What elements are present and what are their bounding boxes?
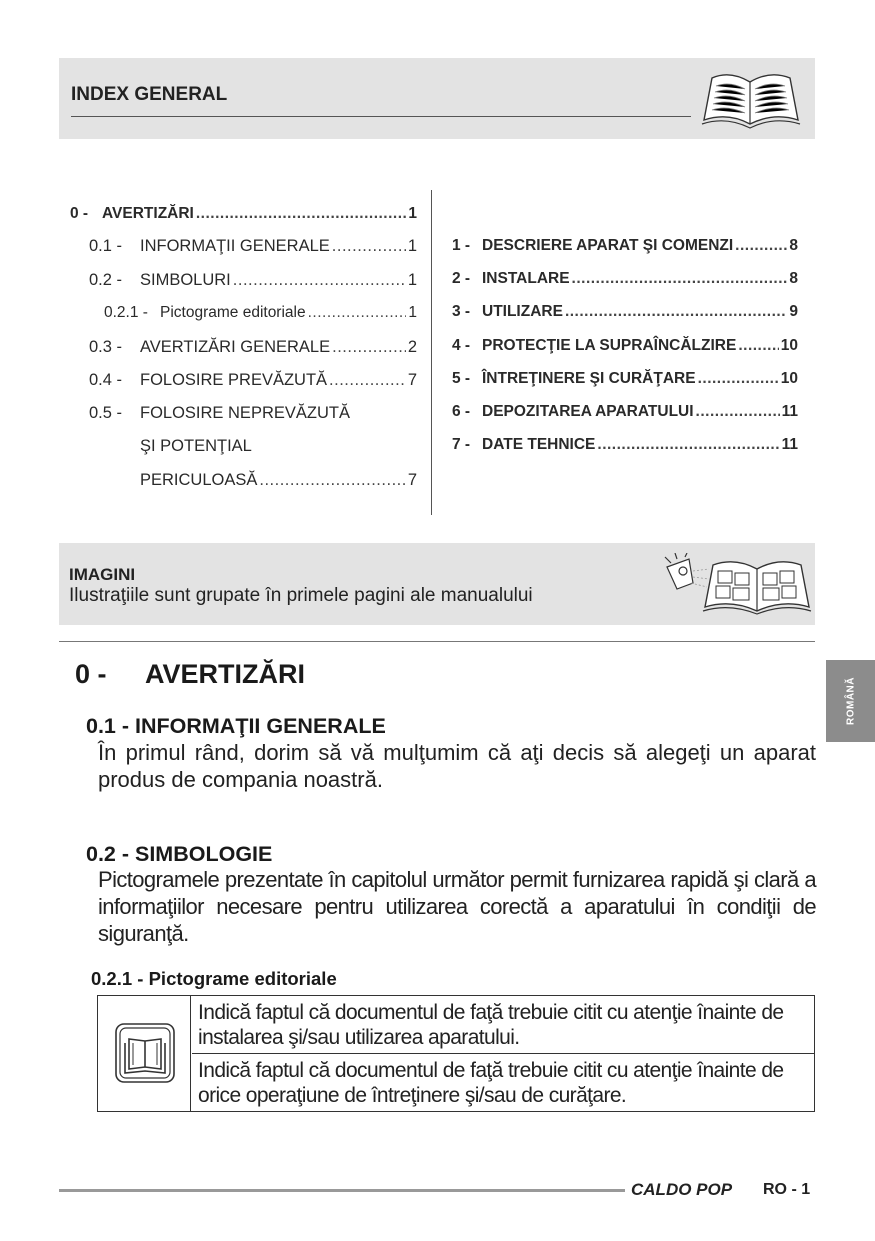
toc-label: FOLOSIRE NEPREVĂZUTĂ: [140, 404, 350, 422]
language-tab-label: ROMÂNĂ: [845, 677, 856, 725]
pictogram-row: Indică faptul că documentul de faţă trebuie citit cu atenţie înainte de instalarea şi/sau utilizarea aparatului.: [192, 996, 814, 1054]
section-number: 0 -: [75, 659, 107, 689]
toc-num: 6 -: [452, 403, 471, 420]
toc-leader: [735, 237, 787, 255]
subsection-0-1-title: 0.1 - INFORMAŢII GENERALE: [86, 714, 386, 738]
toc-leader: [233, 271, 406, 290]
toc-item-0-2-1[interactable]: [104, 304, 417, 322]
toc-num: 0.2.1 -: [104, 304, 148, 321]
toc-item-5[interactable]: [452, 370, 798, 388]
toc-item-0-2[interactable]: [89, 271, 417, 290]
toc-page: 10: [780, 370, 798, 387]
toc-label: AVERTIZĂRI GENERALE: [140, 338, 331, 356]
toc-num: 0.5 -: [89, 404, 123, 422]
illustrated-book-icon: [663, 553, 813, 615]
toc-leader: [332, 338, 406, 357]
toc-leader: [329, 371, 406, 390]
toc-item-3[interactable]: [452, 303, 798, 321]
toc-page: 7: [407, 471, 417, 489]
open-book-icon: [700, 68, 802, 130]
toc-num: 2 -: [452, 270, 471, 287]
toc-item-0-5[interactable]: [89, 404, 417, 423]
pictogram-table: [97, 995, 815, 1112]
toc-leader: [308, 304, 407, 322]
index-title: INDEX GENERAL: [71, 84, 228, 105]
toc-num: 5 -: [452, 370, 471, 387]
toc-item-4[interactable]: [452, 337, 798, 355]
subsection-0-2-text: Pictogramele prezentate în capitolul următor permit furnizarea rapidă şi clară a informaţiilor necesare pentru utilizarea corectă a aparatului în condiţii de siguranţă.: [98, 867, 816, 946]
footer-rule: [59, 1189, 625, 1192]
toc-page: 11: [781, 403, 798, 420]
toc-leader: [196, 205, 407, 223]
toc-num: 1 -: [452, 237, 471, 254]
index-header: [59, 58, 815, 139]
toc-page: 7: [407, 371, 417, 389]
toc-page: 1: [407, 271, 417, 289]
toc-num: 0.1 -: [89, 237, 123, 255]
subsection-0-2-title: 0.2 - SIMBOLOGIE: [86, 842, 273, 866]
section-title: [75, 659, 305, 690]
toc-label: DATE TEHNICE: [482, 436, 596, 453]
toc-leader: [738, 337, 778, 355]
toc-label: ŞI POTENŢIAL: [140, 437, 252, 455]
toc-label: UTILIZARE: [482, 303, 563, 320]
toc-page: 10: [780, 337, 798, 354]
footer-brand: CALDO POP: [631, 1180, 733, 1199]
toc-num: 4 -: [452, 337, 471, 354]
toc-item-0[interactable]: [70, 205, 417, 223]
toc-page: 2: [407, 338, 417, 356]
images-note-text: Ilustraţiile sunt grupate în primele pagini ale manualului: [69, 585, 533, 606]
section-heading: AVERTIZĂRI: [145, 659, 305, 689]
toc-leader: [696, 403, 780, 421]
language-tab[interactable]: [826, 660, 875, 742]
toc-page: 1: [407, 237, 417, 255]
toc-item-0-5-line2[interactable]: [140, 437, 417, 456]
index-divider: [71, 116, 691, 117]
toc-num: 0 -: [70, 205, 89, 222]
toc-label: DESCRIERE APARAT ŞI COMENZI: [482, 237, 734, 254]
subsection-0-2-1-title: 0.2.1 - Pictograme editoriale: [91, 968, 337, 989]
toc-leader: [332, 237, 406, 256]
toc-item-0-3[interactable]: [89, 338, 417, 357]
toc-num: 0.3 -: [89, 338, 123, 356]
toc-leader: [565, 303, 787, 321]
toc-page: 11: [781, 436, 798, 453]
toc-leader: [698, 370, 779, 388]
toc-num: 0.2 -: [89, 271, 123, 289]
toc-label: SIMBOLURI: [140, 271, 231, 289]
toc-leader: [597, 436, 779, 454]
toc-page: 9: [789, 303, 798, 320]
toc-item-2[interactable]: [452, 270, 798, 288]
toc-num: 3 -: [452, 303, 471, 320]
toc-page: 1: [408, 304, 417, 321]
pictogram-row: Indică faptul că documentul de faţă trebuie citit cu atenţie înainte de orice operaţiune de întreţinere şi/sau de curăţare.: [198, 1059, 784, 1107]
toc-label: AVERTIZĂRI: [102, 205, 194, 222]
toc-item-1[interactable]: [452, 237, 798, 255]
toc-label: ÎNTREŢINERE ŞI CURĂŢARE: [482, 370, 696, 387]
pictogram-icon-cell: [98, 996, 191, 1111]
toc-label: DEPOZITAREA APARATULUI: [482, 403, 694, 420]
toc-leader: [259, 471, 405, 490]
page-number: RO - 1: [763, 1181, 811, 1198]
subsection-0-1-text: În primul rând, dorim să vă mulţumim că aţi decis să alegeţi un aparat produs de compania noastră.: [98, 740, 816, 792]
toc-column-divider: [431, 190, 432, 515]
toc-item-0-4[interactable]: [89, 371, 417, 390]
toc-label: Pictograme editoriale: [160, 304, 306, 321]
toc-label: INSTALARE: [482, 270, 570, 287]
read-manual-icon: [115, 1023, 175, 1083]
toc-page: 1: [408, 205, 417, 222]
section-divider: [59, 641, 815, 642]
toc-item-6[interactable]: [452, 403, 798, 421]
toc-item-0-5-line3[interactable]: [140, 471, 417, 490]
toc-label: FOLOSIRE PREVĂZUTĂ: [140, 371, 328, 389]
toc-leader: [572, 270, 788, 288]
toc-page: 8: [789, 270, 798, 287]
toc-item-7[interactable]: [452, 436, 798, 454]
toc-label: INFORMAŢII GENERALE: [140, 237, 330, 255]
images-note: [59, 543, 815, 625]
toc-num: 0.4 -: [89, 371, 123, 389]
toc-label: PROTECŢIE LA SUPRAÎNCĂLZIRE: [482, 337, 737, 354]
images-note-title: IMAGINI: [69, 565, 136, 584]
toc-item-0-1[interactable]: [89, 237, 417, 256]
toc-num: 7 -: [452, 436, 471, 453]
toc-label: PERICULOASĂ: [140, 471, 258, 489]
toc-page: 8: [789, 237, 798, 254]
